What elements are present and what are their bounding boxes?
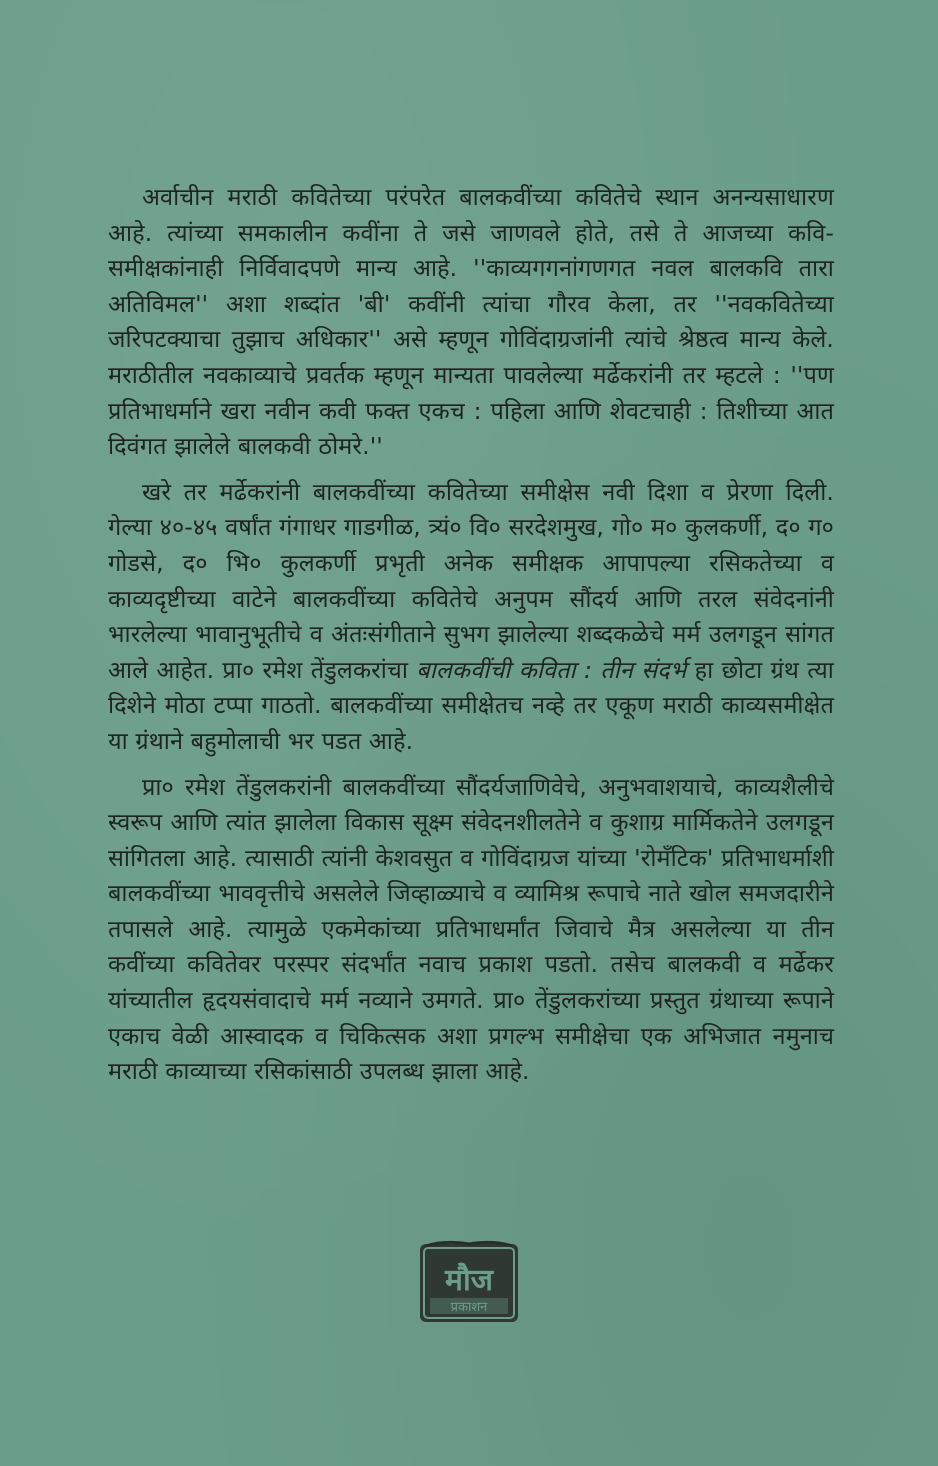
publisher-seal-icon bbox=[414, 1238, 524, 1328]
seal-main-text: मौज bbox=[445, 1263, 493, 1298]
seal-sub-text: प्रकाशन bbox=[450, 1300, 488, 1315]
blurb-paragraph-1: अर्वाचीन मराठी कवितेच्या परंपरेत बालकवींच्या कवितेचे स्थान अनन्यसाधारण आहे. त्यांच्या समकालीन कवींना ते जसे जाणवले होते, तसे ते आजच्या कवि-समीक्षकांनाही निर्विवादपणे मान्य आहे. ''काव्यगगनांगणगत नवल बालकवि तारा अतिविमल'' अशा शब्दांत 'बी' कवींनी त्यांचा गौरव केला, तर ''नवकवितेच्या जरिपटक्याचा तुझाच अधिकार'' असे म्हणून गोविंदाग्रजांनी त्यांचे श्रेष्ठत्व मान्य केले. मराठीतील नवकाव्याचे प्रवर्तक म्हणून मान्यता पावलेल्या मर्ढेकरांनी तर म्हटले : ''पण प्रतिभाधर्माने खरा नवीन कवी फक्त एकच : पहिला आणि शेवटचाही : तिशीच्या आत दिवंगत झालेले बालकवी ठोमरे.'' bbox=[108, 183, 834, 461]
paragraph-2-text-after: हा छोटा ग्रंथ त्या दिशेने मोठा टप्पा गाठतो. बालकवींच्या समीक्षेतच नव्हे तर एकूण मराठी काव्यसमीक्षेत या ग्रंथाने बहुमोलाची भर पडत आहे. bbox=[108, 655, 834, 755]
blurb-paragraph-3: प्रा० रमेश तेंडुलकरांनी बालकवींच्या सौंदर्यजाणिवेचे, अनुभवाशयाचे, काव्यशैलीचे स्वरूप आणि त्यांत झालेला विकास सूक्ष्म संवेदनशीलतेने व कुशाग्र मार्मिकतेने उलगडून सांगितला आहे. त्यासाठी त्यांनी केशवसुत व गोविंदाग्रज यांच्या 'रोमँटिक' प्रतिभाधर्माशी बालकवींच्या भाववृत्तीचे असलेले जिव्हाळ्याचे व व्यामिश्र रूपाचे नाते खोल समजदारीने तपासले आहे. त्यामुळे एकमेकांच्या प्रतिभाधर्मांत जिवाचे मैत्र असलेल्या या तीन कवींच्या कवितेवर परस्पर संदर्भांत नवाच प्रकाश पडतो. तसेच बालकवी व मर्ढेकर यांच्यातील हृदयसंवादाचे मर्म नव्याने उमगते. प्रा० तेंडुलकरांच्या प्रस्तुत ग्रंथाच्या रूपाने एकाच वेळी आस्वादक व चिकित्सक अशा प्रगल्भ समीक्षेचा एक अभिजात नमुनाच मराठी काव्याच्या रसिकांसाठी उपलब्ध झाला आहे. bbox=[108, 772, 834, 1086]
paragraph-2-text-before: खरे तर मर्ढेकरांनी बालकवींच्या कवितेच्या समीक्षेस नवी दिशा व प्रेरणा दिली. गेल्या ४०-४५ वर्षांत गंगाधर गाडगीळ, त्र्यं० वि० सरदेशमुख, गो० म० कुलकर्णी, द० ग० गोडसे, द० भि० कुलकर्णी प्रभृती अनेक समीक्षक आपापल्या रसिकतेच्या व काव्यदृष्टीच्या वाटेने बालकवींच्या कवितेचे अनुपम सौंदर्य आणि तरल संवेदनांनी भारलेल्या भावानुभूतीचे व अंतःसंगीताने सुभग झालेल्या शब्दकळेचे मर्म उलगडून सांगत आले आहेत. प्रा० रमेश तेंडुलकरांचा bbox=[108, 477, 834, 684]
book-title-italic: बालकवींची कविता : तीन संदर्भ bbox=[416, 655, 687, 684]
blurb-text bbox=[108, 180, 834, 1100]
blurb-paragraph-2 bbox=[108, 475, 834, 760]
